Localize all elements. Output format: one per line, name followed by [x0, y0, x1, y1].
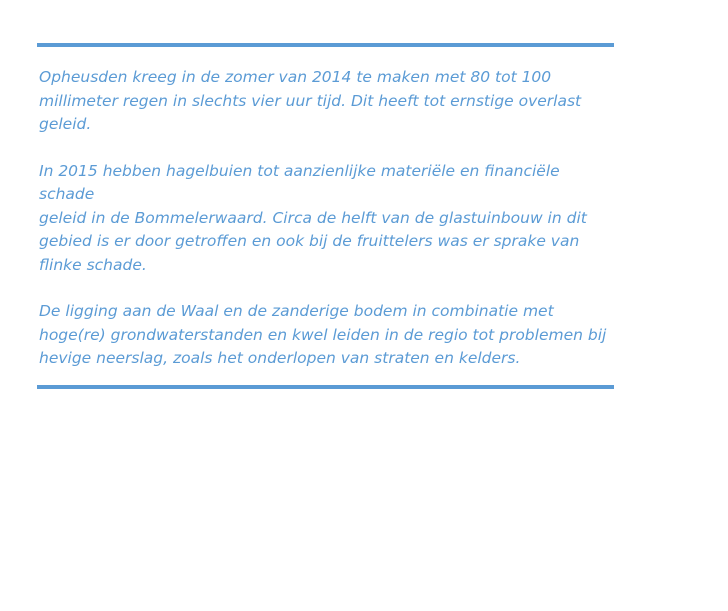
text-line: In 2015 hebben hagelbuien tot aanzienlijke materiële en financiële schade: [39, 161, 560, 203]
text-line: gebied is er door getroffen en ook bij de fruittelers was er sprake van: [39, 232, 580, 250]
text-line: De ligging aan de Waal en de zanderige bodem in combinatie met: [39, 302, 554, 320]
text-line: millimeter regen in slechts vier uur tijd. Dit heeft tot ernstige overlast: [39, 91, 582, 110]
text-line: hevige neerslag, zoals het onderlopen van straten en kelders.: [39, 349, 521, 367]
bottom-border-rule: [37, 385, 614, 389]
paragraph-opheusden: [39, 66, 612, 137]
text-line: Opheusden kreeg in de zomer van 2014 te maken met 80 tot 100: [39, 68, 552, 86]
text-line: flinke schade.: [39, 255, 147, 274]
paragraph-waal: [39, 300, 612, 371]
paragraph-bommelerwaard: [39, 160, 612, 278]
quote-content: [37, 47, 614, 371]
text-line: geleid in de Bommelerwaard. Circa de helft van de glastuinbouw in dit: [39, 208, 587, 227]
text-line: geleid.: [39, 115, 92, 133]
text-line: hoge(re) grondwaterstanden en kwel leiden in de regio tot problemen bij: [39, 325, 607, 344]
intense-quote-block: [37, 43, 614, 389]
